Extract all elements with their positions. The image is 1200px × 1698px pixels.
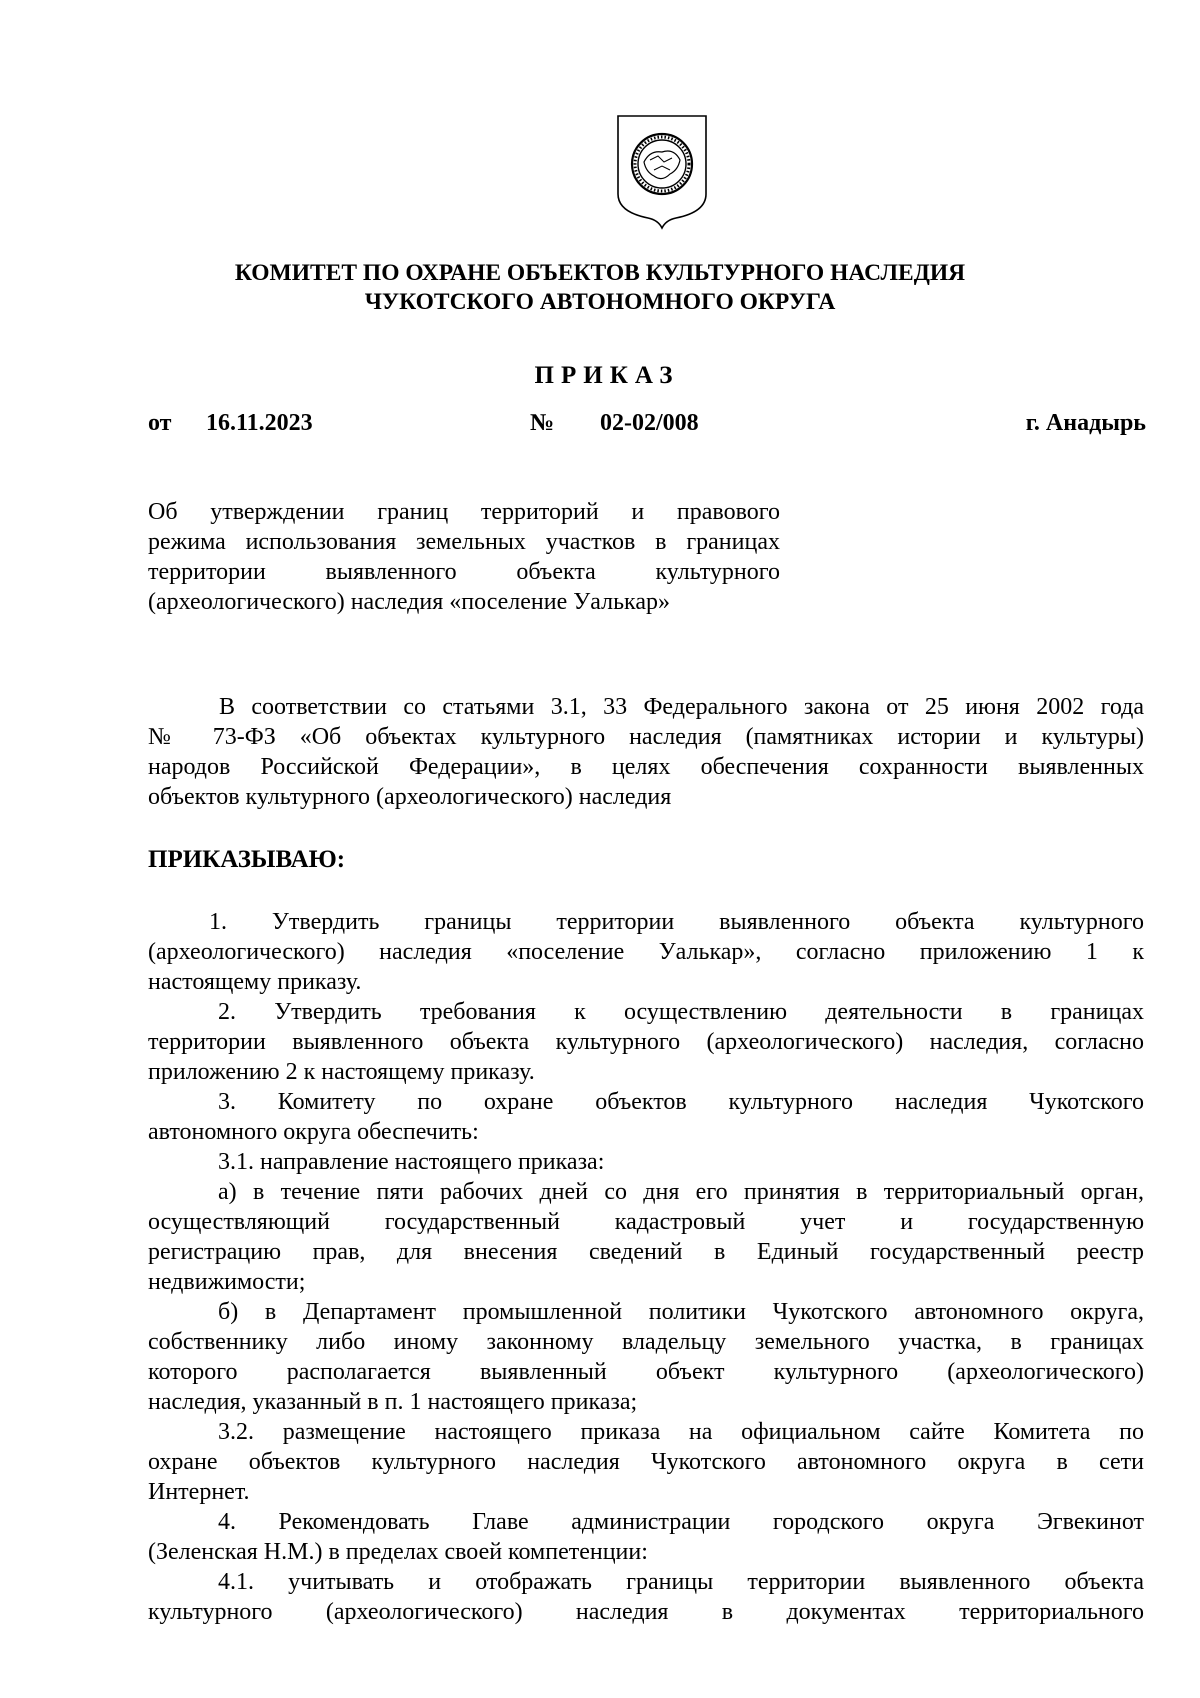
subject-line: Об утверждении границ территорий и правового xyxy=(148,499,780,525)
item-line: 3.2. размещение настоящего приказа на официальном сайте Комитета по xyxy=(218,1419,1144,1445)
coat-of-arms-emblem xyxy=(614,112,710,230)
item-line: а) в течение пяти рабочих дней со дня его принятия в территориальный орган, xyxy=(218,1179,1144,1205)
item-line: культурного (археологического) наследия в документах территориального xyxy=(148,1599,1144,1625)
item-line: наследия, указанный в п. 1 настоящего приказа; xyxy=(148,1389,638,1415)
organization-line-1: КОМИТЕТ ПО ОХРАНЕ ОБЪЕКТОВ КУЛЬТУРНОГО НАСЛЕДИЯ xyxy=(234,260,966,286)
ordering-word: ПРИКАЗЫВАЮ: xyxy=(148,846,346,873)
item-line: регистрацию прав, для внесения сведений в Единый государственный реестр xyxy=(148,1239,1144,1265)
order-place: г. Анадырь xyxy=(1025,410,1146,436)
item-line: (Зеленская Н.М.) в пределах своей компетенции: xyxy=(148,1539,648,1565)
item-line: территории выявленного объекта культурного (археологического) наследия, согласно xyxy=(148,1029,1144,1055)
item-line: 1. Утвердить границы территории выявленного объекта культурного xyxy=(209,909,1144,935)
organization-name xyxy=(0,259,1200,317)
number-prefix: № xyxy=(530,410,555,436)
date-prefix: от xyxy=(148,410,172,436)
item-line: приложению 2 к настоящему приказу. xyxy=(148,1059,535,1085)
item-line: 4.1. учитывать и отображать границы территории выявленного объекта xyxy=(218,1569,1144,1595)
order-title: ПРИКАЗ xyxy=(534,362,680,389)
preamble xyxy=(148,692,1144,812)
item-line: автономного округа обеспечить: xyxy=(148,1119,479,1145)
item-line: охране объектов культурного наследия Чукотского автономного округа в сети xyxy=(148,1449,1144,1475)
preamble-line: В соответствии со статьями 3.1, 33 Федерального закона от 25 июня 2002 года xyxy=(219,694,1144,720)
subject-line: (археологического) наследия «поселение Уалькар» xyxy=(148,589,670,615)
item-line: которого располагается выявленный объект культурного (археологического) xyxy=(148,1359,1144,1385)
preamble-line: № 73-ФЗ «Об объектах культурного наследия (памятниках истории и культуры) xyxy=(148,724,1144,750)
organization-line-2: ЧУКОТСКОГО АВТОНОМНОГО ОКРУГА xyxy=(364,289,836,315)
item-line: б) в Департамент промышленной политики Чукотского автономного округа, xyxy=(218,1299,1144,1325)
item-line: (археологического) наследия «поселение Уалькар», согласно приложению 1 к xyxy=(148,939,1144,965)
item-line: 4. Рекомендовать Главе администрации городского округа Эгвекинот xyxy=(218,1509,1144,1535)
item-line: недвижимости; xyxy=(148,1269,306,1295)
item-line: 2. Утвердить требования к осуществлению деятельности в границах xyxy=(218,999,1144,1025)
item-line: 3.1. направление настоящего приказа: xyxy=(218,1149,605,1175)
order-date: 16.11.2023 xyxy=(206,410,313,436)
order-number: 02-02/008 xyxy=(600,410,699,436)
order-items xyxy=(148,907,1144,1627)
item-line: 3. Комитету по охране объектов культурного наследия Чукотского xyxy=(218,1089,1144,1115)
item-line: Интернет. xyxy=(148,1479,250,1505)
item-line: осуществляющий государственный кадастровый учет и государственную xyxy=(148,1209,1144,1235)
preamble-line: объектов культурного (археологического) наследия xyxy=(148,784,672,810)
item-line: собственнику либо иному законному владельцу земельного участка, в границах xyxy=(148,1329,1144,1355)
subject-line: режима использования земельных участков в границах xyxy=(148,529,780,555)
preamble-line: народов Российской Федерации», в целях обеспечения сохранности выявленных xyxy=(148,754,1144,780)
item-line: настоящему приказу. xyxy=(148,969,362,995)
order-subject xyxy=(148,497,780,617)
subject-line: территории выявленного объекта культурного xyxy=(148,559,780,585)
